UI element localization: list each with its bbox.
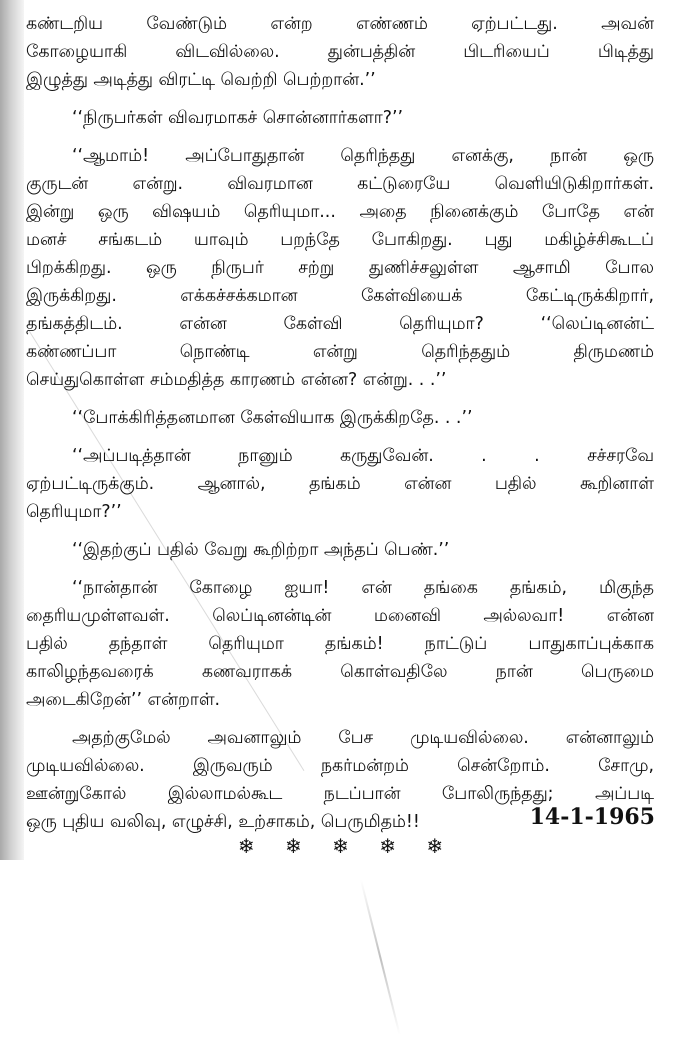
text-line: செய்துகொள்ள சம்மதித்த காரணம் என்ன? என்று. . .’’ bbox=[26, 370, 447, 390]
text-line: ஊன்றுகோல் இல்லாமல்கூட நடப்பான் போலிருந்தது; அப்படி bbox=[26, 784, 654, 804]
text-line: இருக்கிறது. எக்கச்சக்கமான கேள்வியைக் கேட்டிருக்கிறார், bbox=[26, 286, 654, 306]
text-line: ஏற்பட்டிருக்கும். ஆனால், தங்கம் என்ன பதில் கூறினாள் bbox=[26, 474, 654, 494]
text-line: கோழையாகி விடவில்லை. துன்பத்தின் பிடரியைப் பிடித்து bbox=[26, 42, 654, 62]
text-line: முடியவில்லை. இருவரும் நகர்மன்றம் சென்றோம். சோமு, bbox=[26, 756, 654, 776]
text-line: ‘‘நான்தான் கோழை ஐயா! என் தங்கை தங்கம், மிகுந்த bbox=[72, 578, 654, 598]
text-line: அடைகிறேன்’’ என்றாள். bbox=[26, 690, 221, 710]
text-line: ‘‘இதற்குப் பதில் வேறு கூறிற்றா அந்தப் பெண்.’’ bbox=[72, 540, 450, 560]
text-line: ‘‘நிருபர்கள் விவரமாகச் சொன்னார்களா?’’ bbox=[72, 108, 404, 128]
scan-gutter-shadow bbox=[0, 0, 24, 860]
text-line: கண்டறிய வேண்டும் என்ற எண்ணம் ஏற்பட்டது. அவன் bbox=[26, 14, 654, 34]
text-line: மனச் சங்கடம் யாவும் பறந்தே போகிறது. புது மகிழ்ச்சிகூடப் bbox=[26, 230, 654, 250]
text-line: தங்கத்திடம். என்ன கேள்வி தெரியுமா? ‘‘லெப்டினன்ட் bbox=[26, 314, 654, 334]
text-line: ‘‘அப்படித்தான் நானும் கருதுவேன். . . சச்சரவே bbox=[72, 446, 654, 466]
text-line: தைரியமுள்ளவள். லெப்டினன்டின் மனைவி அல்லவா! என்ன bbox=[26, 606, 654, 626]
text-line: பிறக்கிறது. ஒரு நிருபர் சற்று துணிச்சலுள்ள ஆசாமி போல bbox=[26, 258, 654, 278]
section-end-ornament: ❄ ❄ ❄ ❄ ❄ bbox=[237, 834, 456, 858]
body-text bbox=[26, 10, 654, 836]
text-line: ‘‘போக்கிரித்தனமான கேள்வியாக இருக்கிறதே. . .’’ bbox=[72, 408, 473, 428]
text-line: குருடன் என்று. விவரமான கட்டுரையே வெளியிடுகிறார்கள். bbox=[26, 174, 654, 194]
text-line: கண்ணப்பா நொண்டி என்று தெரிந்ததும் திருமணம் bbox=[26, 342, 654, 362]
text-line: இன்று ஒரு விஷயம் தெரியுமா... அதை நினைக்கும் போதே என் bbox=[26, 202, 654, 222]
text-line: இழுத்து அடித்து விரட்டி வெற்றி பெற்றான்.’’ bbox=[26, 70, 376, 90]
text-line: ‘‘ஆமாம்! அப்போதுதான் தெரிந்தது எனக்கு, நான் ஒரு bbox=[72, 146, 654, 166]
text-line: அதற்குமேல் அவனாலும் பேச முடியவில்லை. என்னாலும் bbox=[72, 728, 654, 748]
text-line: ஒரு புதிய வலிவு, எழுச்சி, உற்சாகம், பெருமிதம்!! bbox=[26, 812, 420, 832]
text-line: தெரியுமா?’’ bbox=[26, 502, 122, 522]
text-line: காலிழந்தவரைக் கணவராகக் கொள்வதிலே நான் பெருமை bbox=[26, 662, 654, 682]
story-date: 14-1-1965 bbox=[529, 804, 655, 830]
scan-artifact-streak bbox=[360, 880, 401, 1036]
text-line: பதில் தந்தாள் தெரியுமா தங்கம்! நாட்டுப் பாதுகாப்புக்காக bbox=[26, 634, 654, 654]
